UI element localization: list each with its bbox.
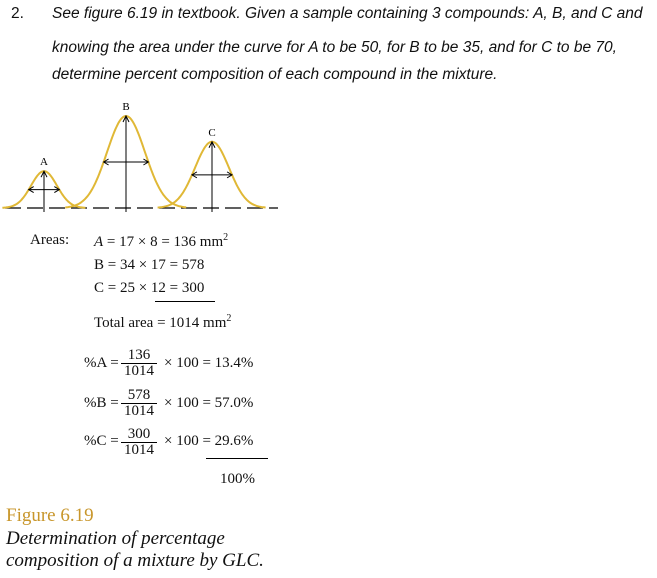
pct-a-numerator: 136 [121, 348, 157, 364]
areas-label: Areas: [30, 232, 70, 248]
figure-caption: Determination of percentage composition of a mixture by GLC. [6, 528, 264, 571]
total-area-value: Total area = 1014 mm [94, 315, 227, 331]
pct-c-numerator: 300 [121, 427, 157, 443]
pct-b-numerator: 578 [121, 388, 157, 404]
sum-rule-2 [206, 458, 268, 459]
area-b-line: B = 34 × 17 = 578 [94, 257, 205, 273]
pct-c-denominator: 1014 [124, 442, 154, 458]
area-a-value: = 17 × 8 = 136 mm [106, 234, 224, 250]
total-area-line [94, 313, 231, 332]
peak-c-label: C [208, 126, 216, 139]
pct-a-label: %A = [84, 355, 119, 371]
area-a-sup: 2 [223, 232, 229, 243]
area-c-line: C = 25 × 12 = 300 [94, 280, 205, 296]
question-line-3: determine percent composition of each compound in the mixture. [52, 66, 498, 83]
pct-c-fraction [121, 427, 157, 458]
pct-c-result: × 100 = 29.6% [164, 433, 254, 449]
total-area-sup: 2 [226, 313, 232, 324]
question-line-2: knowing the area under the curve for A to be 50, for B to be 35, and for C to be 70, [52, 39, 617, 56]
peak-b-label: B [122, 101, 130, 113]
pct-b-label: %B = [84, 395, 119, 411]
pct-a-fraction [121, 348, 157, 379]
area-a-line [94, 232, 228, 251]
sum-rule-1 [155, 301, 215, 302]
question-number: 2. [11, 5, 24, 22]
pct-b-denominator: 1014 [124, 403, 154, 419]
pct-sum: 100% [220, 471, 255, 487]
pct-b-result: × 100 = 57.0% [164, 395, 254, 411]
pct-a-denominator: 1014 [124, 363, 154, 379]
question-line-1: See figure 6.19 in textbook. Given a sample containing 3 compounds: A, B, and C and [52, 5, 643, 22]
pct-c-label: %C = [84, 433, 119, 449]
pct-b-fraction [121, 388, 157, 419]
peaks-group [2, 101, 265, 212]
area-a-symbol: A [94, 234, 104, 250]
figure-title: Figure 6.19 [6, 505, 94, 526]
peak-a-label: A [40, 156, 48, 169]
chromatogram-figure [0, 100, 290, 225]
pct-a-result: × 100 = 13.4% [164, 355, 254, 371]
